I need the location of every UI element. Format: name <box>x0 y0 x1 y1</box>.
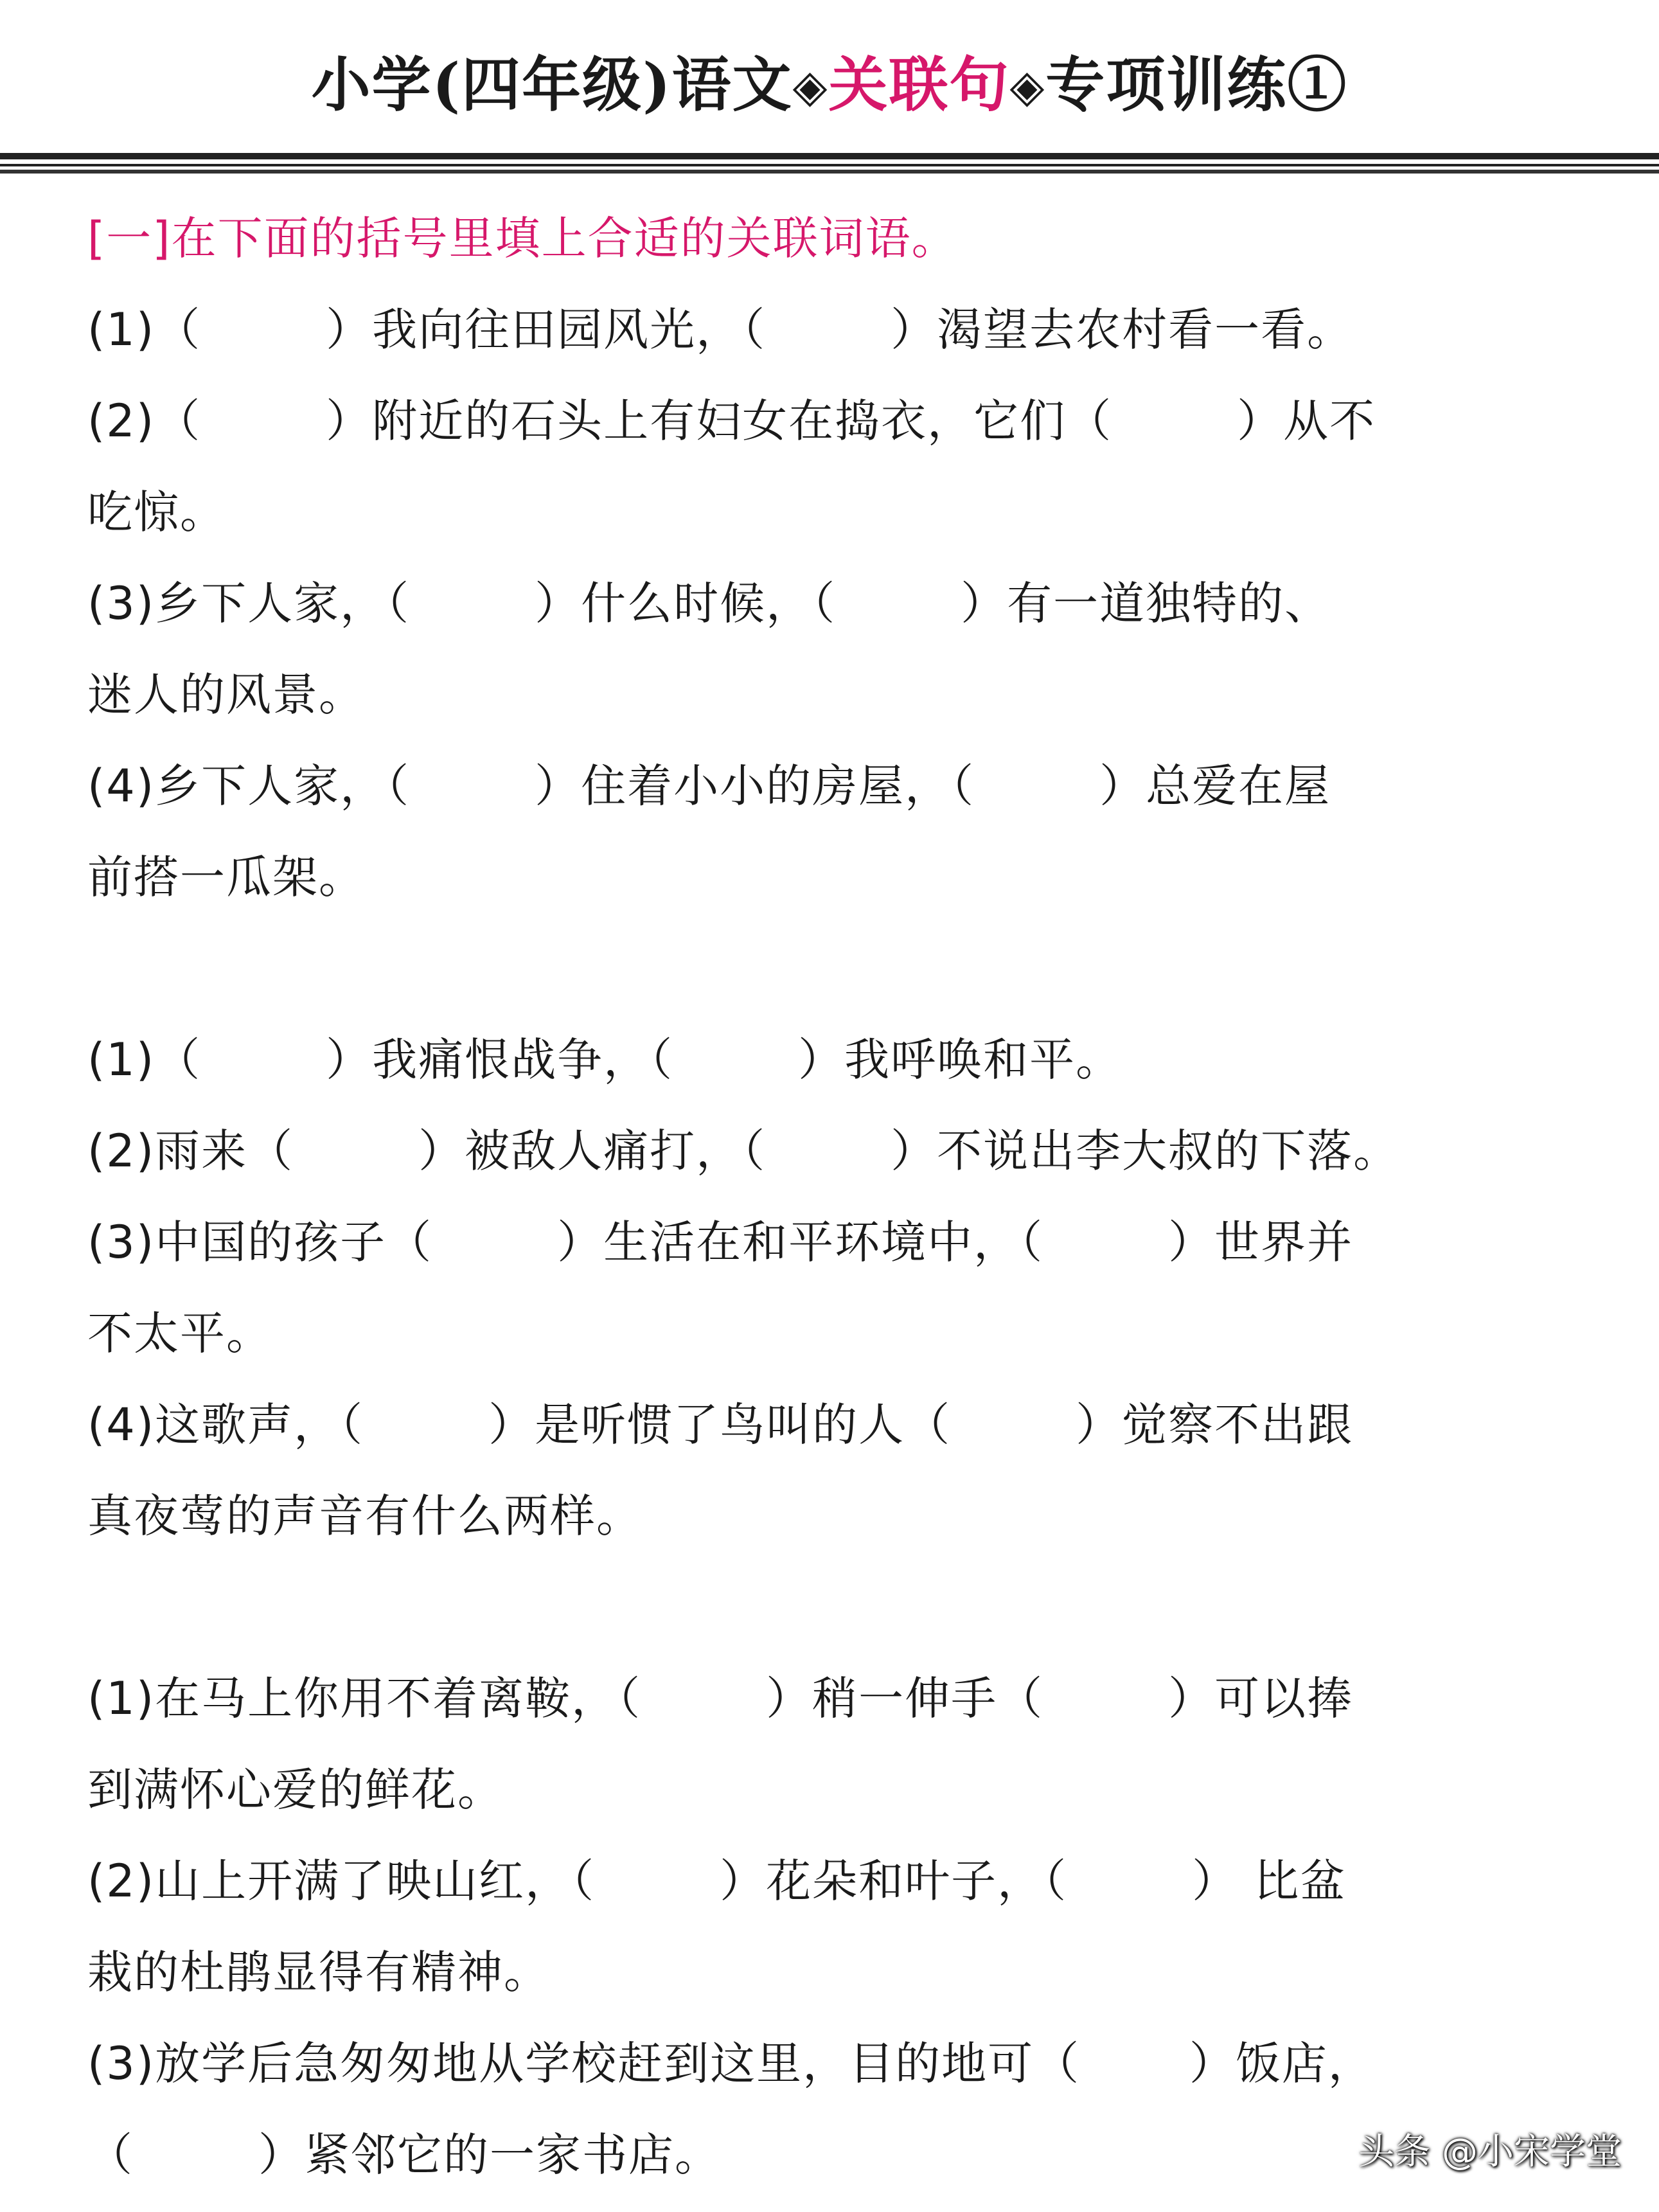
exercise-line: (3)中国的孩子（ ）生活在和平环境中，（ ）世界并 <box>87 1216 1354 1269</box>
section-heading: [一]在下面的括号里填上合适的关联词语。 <box>87 212 958 265</box>
header-divider <box>0 170 1659 174</box>
exercise-line: 不太平。 <box>87 1307 272 1360</box>
header-divider <box>0 153 1659 159</box>
header-divider <box>0 164 1659 166</box>
exercise-line: (3)乡下人家，（ ）什么时候，（ ）有一道独特的、 <box>87 577 1331 630</box>
exercise-line: (4)乡下人家，（ ）住着小小的房屋，（ ）总爱在屋 <box>87 760 1331 812</box>
title-part-topic: 关联句 <box>828 50 1010 120</box>
exercise-line: (3)放学后急匆匆地从学校赶到这里，目的地可（ ）饭店， <box>87 2037 1374 2090</box>
exercise-line: （ ）紧邻它的一家书店。 <box>87 2128 722 2181</box>
exercise-line: (2)（ ）附近的石头上有妇女在捣衣，它们（ ）从不 <box>87 395 1376 447</box>
exercise-line: (2)山上开满了映山红，（ ）花朵和叶子，（ ） 比盆 <box>87 1855 1347 1907</box>
section-spacer <box>87 1562 1552 1653</box>
title-part-training: 专项训练① <box>1045 50 1348 120</box>
title-part-grade: 小学(四年级)语文 <box>311 50 793 120</box>
exercise-line: 吃惊。 <box>87 486 226 539</box>
exercise-line: 栽的杜鹃显得有精神。 <box>87 1946 550 1999</box>
exercise-line: (1)（ ）我痛恨战争，（ ）我呼唤和平。 <box>87 1033 1122 1086</box>
exercise-line: (1)（ ）我向往田园风光，（ ）渴望去农村看一看。 <box>87 303 1354 356</box>
watermark: 头条 @小宋学堂 <box>1358 2131 1622 2173</box>
worksheet-body <box>87 193 1552 2200</box>
section-spacer <box>87 923 1552 1014</box>
exercise-line: 真夜莺的声音有什么两样。 <box>87 1490 643 1542</box>
exercise-line: (1)在马上你用不着离鞍，（ ）稍一伸手（ ）可以捧 <box>87 1672 1354 1725</box>
page-header <box>0 0 1659 161</box>
exercise-line: (4)这歌声，（ ）是听惯了鸟叫的人（ ）觉察不出跟 <box>87 1398 1354 1451</box>
page-title <box>0 46 1659 125</box>
exercise-line: (2)雨来（ ）被敌人痛打，（ ）不说出李大叔的下落。 <box>87 1125 1400 1177</box>
diamond-icon: ◈ <box>1009 59 1046 112</box>
diamond-icon: ◈ <box>792 59 829 112</box>
exercise-line: 迷人的风景。 <box>87 668 365 721</box>
exercise-line: 到满怀心爱的鲜花。 <box>87 1763 504 1816</box>
exercise-line: 前搭一瓜架。 <box>87 851 365 904</box>
